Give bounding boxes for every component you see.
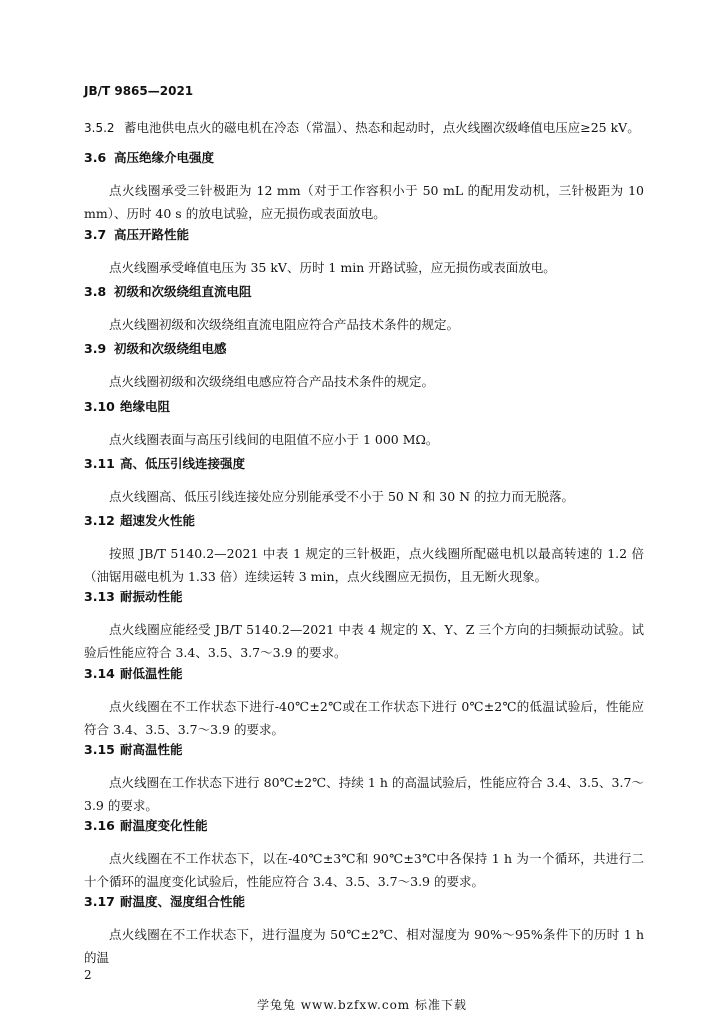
section-3-10: [84, 399, 644, 451]
section-heading: [84, 513, 644, 529]
clause-number: 3.5.2: [84, 121, 115, 135]
section-heading: [84, 150, 644, 166]
section-3-7: [84, 227, 644, 279]
section-body: 按照 JB/T 5140.2—2021 中表 1 规定的三针极距，点火线圈所配磁电机以最高转速的 1.2 倍（油锯用磁电机为 1.33 倍）连续运转 3 min，点火线圈应无损伤，且无断火现象。: [84, 546, 644, 584]
section-3-15: [84, 742, 644, 817]
section-title: 初级和次级绕组电感: [114, 341, 227, 356]
section-title: 耐振动性能: [120, 589, 183, 604]
section-title: 耐高温性能: [120, 742, 183, 757]
section-3-14: [84, 666, 644, 741]
section-title: 高、低压引线连接强度: [120, 456, 246, 471]
section-heading: [84, 589, 644, 605]
section-3-12: [84, 513, 644, 588]
section-heading: [84, 742, 644, 758]
section-title: 初级和次级绕组直流电阻: [114, 284, 252, 299]
section-3-9: [84, 341, 644, 393]
section-heading: [84, 341, 644, 357]
section-number: 3.14: [84, 666, 115, 681]
clause-3-5-2: [84, 120, 654, 136]
section-heading: [84, 666, 644, 682]
section-number: 3.17: [84, 894, 115, 909]
section-title: 超速发火性能: [120, 513, 196, 528]
section-heading: [84, 818, 644, 834]
section-3-17: [84, 894, 644, 969]
section-body: 点火线圈初级和次级绕组直流电阻应符合产品技术条件的规定。: [109, 317, 460, 332]
section-3-8: [84, 284, 644, 336]
section-body: 点火线圈在不工作状态下进行-40℃±2℃或在工作状态下进行 0℃±2℃的低温试验后，性能应符合 3.4、3.5、3.7～3.9 的要求。: [84, 699, 644, 737]
section-heading: [84, 284, 644, 300]
section-body: 点火线圈承受峰值电压为 35 kV、历时 1 min 开路试验，应无损伤或表面放电。: [109, 260, 556, 275]
section-heading: [84, 227, 644, 243]
section-3-16: [84, 818, 644, 893]
section-heading: [84, 456, 644, 472]
section-heading: [84, 399, 644, 415]
section-body: 点火线圈表面与高压引线间的电阻值不应小于 1 000 MΩ。: [109, 432, 439, 447]
section-body: 点火线圈在不工作状态下，以在-40℃±3℃和 90℃±3℃中各保持 1 h 为一个循环，共进行二十个循环的温度变化试验后，性能应符合 3.4、3.5、3.7～3.9 的要求。: [84, 851, 644, 889]
section-number: 3.15: [84, 742, 115, 757]
section-title: 耐温度变化性能: [120, 818, 208, 833]
section-3-6: [84, 150, 644, 225]
section-number: 3.7: [84, 227, 107, 242]
section-body: 点火线圈在工作状态下进行 80℃±2℃、持续 1 h 的高温试验后，性能应符合 3.4、3.5、3.7～3.9 的要求。: [84, 775, 644, 813]
section-number: 3.12: [84, 513, 115, 528]
section-3-13: [84, 589, 644, 664]
section-body: 点火线圈在不工作状态下，进行温度为 50℃±2℃、相对湿度为 90%～95%条件下的历时 1 h 的温: [84, 927, 644, 965]
section-body: 点火线圈高、低压引线连接处应分别能承受不小于 50 N 和 30 N 的拉力而无脱落。: [109, 489, 575, 504]
footer-watermark: 学兔兔 www.bzfxw.com 标准下载: [256, 998, 468, 1012]
section-title: 绝缘电阻: [120, 399, 171, 414]
section-number: 3.16: [84, 818, 115, 833]
page-number: 2: [84, 968, 92, 982]
section-number: 3.13: [84, 589, 115, 604]
section-number: 3.10: [84, 399, 115, 414]
section-title: 高压绝缘介电强度: [114, 150, 215, 165]
section-title: 耐温度、湿度组合性能: [120, 894, 246, 909]
section-body: 点火线圈承受三针极距为 12 mm（对于工作容积小于 50 mL 的配用发动机，三针极距为 10 mm）、历时 40 s 的放电试验，应无损伤或表面放电。: [84, 183, 644, 221]
clause-text: 蓄电池供电点火的磁电机在冷态（常温）、热态和起动时，点火线圈次级峰值电压应≥25 kV。: [124, 120, 640, 135]
section-title: 耐低温性能: [120, 666, 183, 681]
section-number: 3.11: [84, 456, 115, 471]
section-body: 点火线圈应能经受 JB/T 5140.2—2021 中表 4 规定的 X、Y、Z 三个方向的扫频振动试验。试验后性能应符合 3.4、3.5、3.7～3.9 的要求。: [84, 622, 644, 660]
section-heading: [84, 894, 644, 910]
section-3-11: [84, 456, 644, 508]
section-number: 3.9: [84, 341, 107, 356]
section-body: 点火线圈初级和次级绕组电感应符合产品技术条件的规定。: [109, 374, 435, 389]
section-title: 高压开路性能: [114, 227, 190, 242]
section-number: 3.8: [84, 284, 107, 299]
standard-number-header: JB/T 9865—2021: [84, 84, 194, 98]
section-number: 3.6: [84, 150, 107, 165]
